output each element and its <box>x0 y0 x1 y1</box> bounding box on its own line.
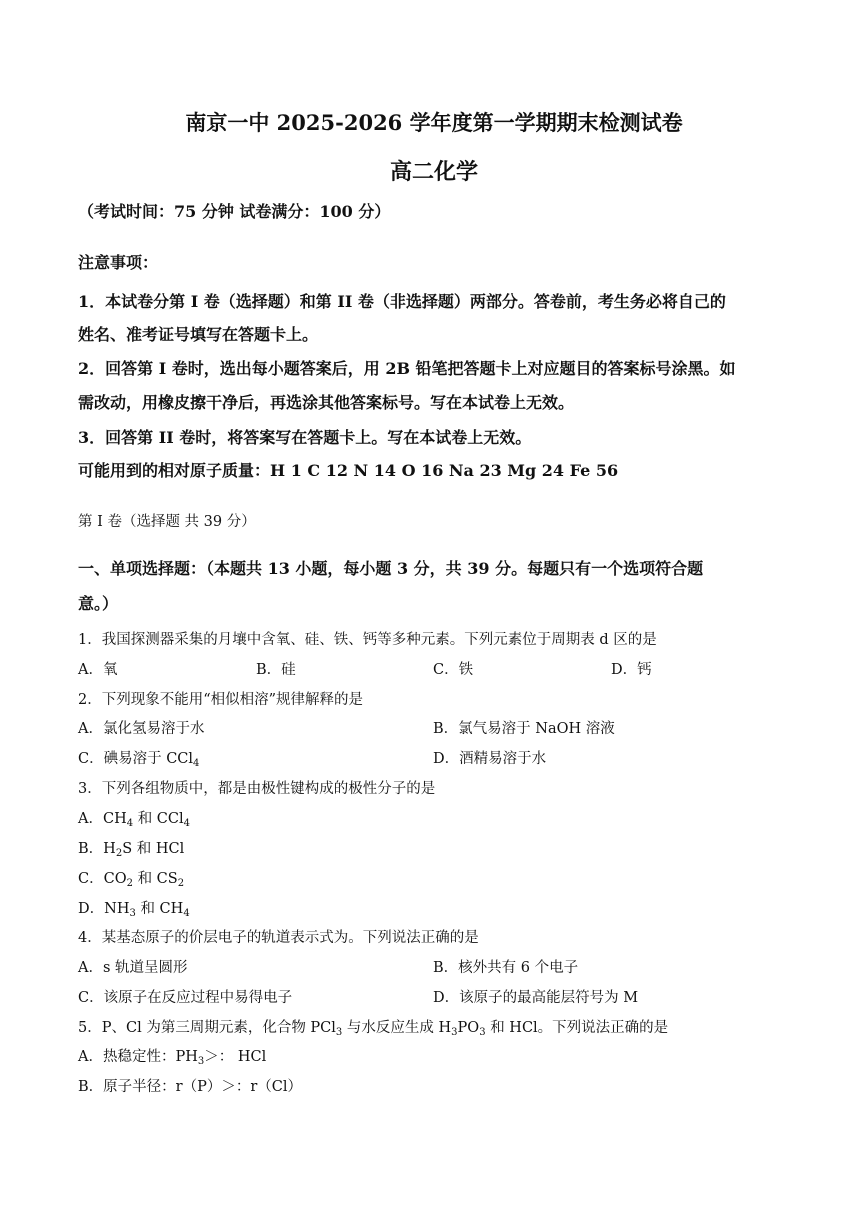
q4-option-d: D．该原子的最高能层符号为 M <box>433 990 639 1006</box>
q1-option-b: B．硅 <box>256 662 296 678</box>
q2-option-d: D．酒精易溶于水 <box>433 751 547 767</box>
q2-option-a: A．氯化氢易溶于水 <box>78 721 205 737</box>
section-heading-cont: 意。） <box>78 594 119 613</box>
q3-option-c: C．$CO_2$ 和 $CS_2$ <box>78 871 185 889</box>
notice-item-2: 2．回答第 I 卷时，选出每小题答案后，用 2B 铅笔把答题卡上对应题目的答案标号涂黑。如 <box>78 359 736 378</box>
q5-option-b: B．原子半径：r（P）＞：r（Cl） <box>78 1079 303 1095</box>
section-heading: 一、单项选择题：（本题共 13 小题，每小题 3 分，共 39 分。每题只有一个选项符合题 <box>78 559 704 578</box>
q5-option-a: A．热稳定性：$PH_3>$： HCl <box>78 1049 267 1067</box>
q3-option-a: A．$CH_4$ 和 CCl$_4$ <box>78 811 191 829</box>
notice-item-3: 3．回答第 II 卷时，将答案写在答题卡上。写在本试卷上无效。 <box>78 428 532 447</box>
notice-item-2-cont: 需改动，用橡皮擦干净后，再选涂其他答案标号。写在本试卷上无效。 <box>78 393 575 412</box>
q2-option-b: B．氯气易溶于 NaOH 溶液 <box>433 721 615 737</box>
q1-stem: 1．我国探测器采集的月壤中含氧、硅、铁、钙等多种元素。下列元素位于周期表 d 区的是 <box>78 632 657 648</box>
q5-stem: 5．P、Cl 为第三周期元素，化合物 PCl$_3$ 与水反应生成 $H_3PO_3$ 和 HCl。下列说法正确的是 <box>78 1020 669 1038</box>
q1-option-d: D．钙 <box>611 662 652 678</box>
exam-title: 南京一中 2025-2026 学年度第一学期期末检测试卷 <box>185 110 683 135</box>
notice-item-1: 1．本试卷分第 I 卷（选择题）和第 II 卷（非选择题）两部分。答卷前，考生务必将自己的 <box>78 292 726 311</box>
q3-stem: 3．下列各组物质中，都是由极性键构成的极性分子的是 <box>78 781 436 797</box>
atomic-mass-line: 可能用到的相对原子质量：H 1 C 12 N 14 O 16 Na 23 Mg 24 Fe 56 <box>78 461 619 480</box>
q3-option-b: B．$H_2S$ 和 HCl <box>78 841 185 859</box>
q4-option-a: A．s 轨道呈圆形 <box>78 960 188 976</box>
subject-title: 高二化学 <box>389 159 478 185</box>
q3-option-d: D．$NH_3$ 和 $CH_4$ <box>78 901 190 919</box>
q1-option-c: C．铁 <box>433 662 474 678</box>
q4-stem: 4．某基态原子的价层电子的轨道表示式为。下列说法正确的是 <box>78 930 479 946</box>
q1-option-a: A．氧 <box>78 662 118 678</box>
q2-option-c: C．碘易溶于 CCl$_4$ <box>78 751 200 769</box>
q4-option-c: C．该原子在反应过程中易得电子 <box>78 990 293 1006</box>
exam-time-info: （考试时间：75 分钟 试卷满分：100 分） <box>78 202 391 221</box>
part1-header: 第 I 卷（选择题 共 39 分） <box>78 514 256 530</box>
q2-stem: 2．下列现象不能用“相似相溶”规律解释的是 <box>78 692 364 708</box>
notice-item-1-cont: 姓名、准考证号填写在答题卡上。 <box>78 325 319 344</box>
q4-option-b: B．核外共有 6 个电子 <box>433 960 579 976</box>
notice-heading: 注意事项： <box>78 253 159 272</box>
